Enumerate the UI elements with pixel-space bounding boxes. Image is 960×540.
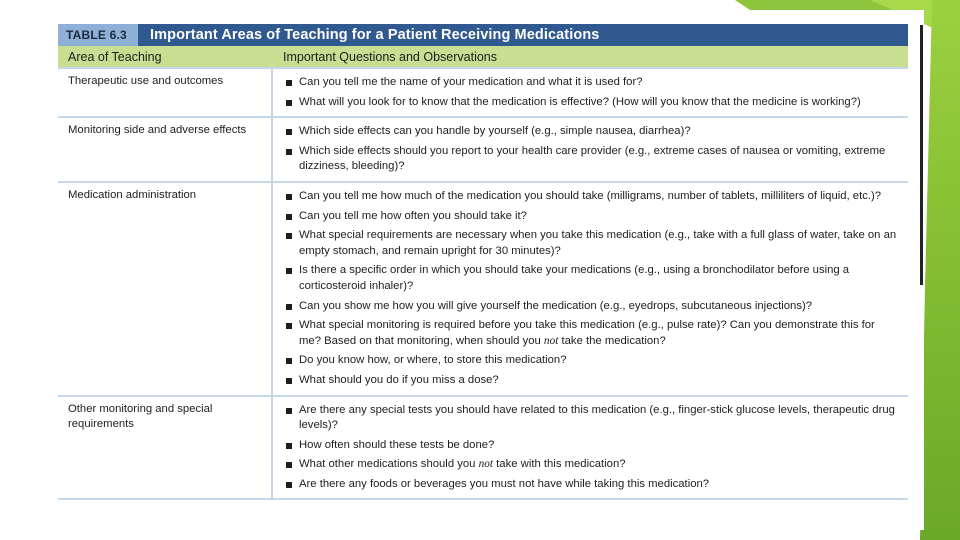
question-text: Do you know how, or where, to store this medication?	[299, 354, 567, 367]
header-area: Area of Teaching	[68, 49, 162, 64]
square-bullet-icon	[286, 80, 292, 86]
medication-teaching-table	[58, 24, 908, 500]
question-text: What should you do if you miss a dose?	[299, 373, 499, 386]
question-text: What special monitoring is required before you take this medication (e.g., pulse rate)? Can you demonstrate this for me? Based on that monitoring, when should you not take the medication?	[299, 319, 875, 347]
question-item	[283, 299, 898, 315]
table-row	[58, 116, 908, 181]
question-item	[283, 144, 898, 175]
question-item	[283, 438, 898, 454]
table-title: Important Areas of Teaching for a Patient Receiving Medications	[150, 27, 600, 43]
area-of-teaching-cell: Monitoring side and adverse effects	[58, 118, 273, 181]
question-item	[283, 209, 898, 225]
question-item	[283, 318, 898, 349]
table-row	[58, 395, 908, 499]
question-item	[283, 477, 898, 493]
square-bullet-icon	[286, 100, 292, 106]
square-bullet-icon	[286, 149, 292, 155]
question-item	[283, 124, 898, 140]
question-text: Can you tell me how much of the medication you should take (milligrams, number of tablets, milliliters of liquid, etc.)?	[299, 189, 882, 202]
area-of-teaching-cell: Medication administration	[58, 183, 273, 395]
header-questions: Important Questions and Observations	[283, 49, 498, 64]
question-item	[283, 75, 898, 91]
question-item	[283, 263, 898, 294]
square-bullet-icon	[286, 358, 292, 364]
question-text: Can you tell me how often you should take it?	[299, 209, 527, 222]
square-bullet-icon	[286, 323, 292, 329]
square-bullet-icon	[286, 233, 292, 239]
question-text: Which side effects should you report to your health care provider (e.g., extreme cases of nausea or vomiting, extreme dizziness, bleeding)?	[299, 144, 886, 173]
table-row	[58, 181, 908, 395]
square-bullet-icon	[286, 129, 292, 135]
frame-edge	[920, 25, 923, 285]
square-bullet-icon	[286, 443, 292, 449]
questions-cell	[273, 183, 908, 395]
table-title-bar	[58, 24, 908, 46]
square-bullet-icon	[286, 462, 292, 468]
question-item	[283, 95, 898, 111]
question-text: What other medications should you not take with this medication?	[299, 458, 626, 471]
question-text: How often should these tests be done?	[299, 438, 495, 451]
questions-cell	[273, 69, 908, 116]
area-of-teaching-cell: Other monitoring and special requirements	[58, 397, 273, 499]
square-bullet-icon	[286, 304, 292, 310]
square-bullet-icon	[286, 194, 292, 200]
question-text: Is there a specific order in which you should take your medications (e.g., using a bronchodilator before using a corticosteroid inhaler)?	[299, 264, 850, 292]
square-bullet-icon	[286, 268, 292, 274]
question-text: Can you show me how you will give yourself the medication (e.g., eyedrops, subcutaneous injections)?	[299, 299, 813, 312]
square-bullet-icon	[286, 214, 292, 220]
table-body	[58, 67, 908, 498]
table-row	[58, 67, 908, 116]
question-item	[283, 189, 898, 205]
question-text: Are there any special tests you should have related to this medication (e.g., finger-stick glucose levels, therapeutic drug levels)?	[299, 403, 895, 432]
question-text: Can you tell me the name of your medication and what it is used for?	[299, 76, 643, 88]
square-bullet-icon	[286, 482, 292, 488]
question-item	[283, 373, 898, 389]
question-text: What will you look for to know that the medication is effective? (How will you know that the medicine is working?)	[299, 95, 861, 108]
table-number: TABLE 6.3	[58, 24, 138, 46]
questions-cell	[273, 397, 908, 499]
square-bullet-icon	[286, 408, 292, 414]
question-text: What special requirements are necessary when you take this medication (e.g., take with a full glass of water, take on an empty stomach, and remain upright for 30 minutes)?	[299, 229, 897, 257]
question-text: Are there any foods or beverages you must not have while taking this medication?	[299, 477, 710, 490]
slide-accent-right	[920, 0, 960, 540]
square-bullet-icon	[286, 378, 292, 384]
area-of-teaching-cell: Therapeutic use and outcomes	[58, 69, 273, 116]
table-bottom-rule	[58, 498, 908, 500]
question-item	[283, 457, 898, 473]
question-text: Which side effects can you handle by yourself (e.g., simple nausea, diarrhea)?	[299, 125, 691, 138]
question-item	[283, 228, 898, 259]
question-item	[283, 353, 898, 369]
question-item	[283, 403, 898, 434]
table-header-row	[58, 46, 908, 67]
questions-cell	[273, 118, 908, 181]
